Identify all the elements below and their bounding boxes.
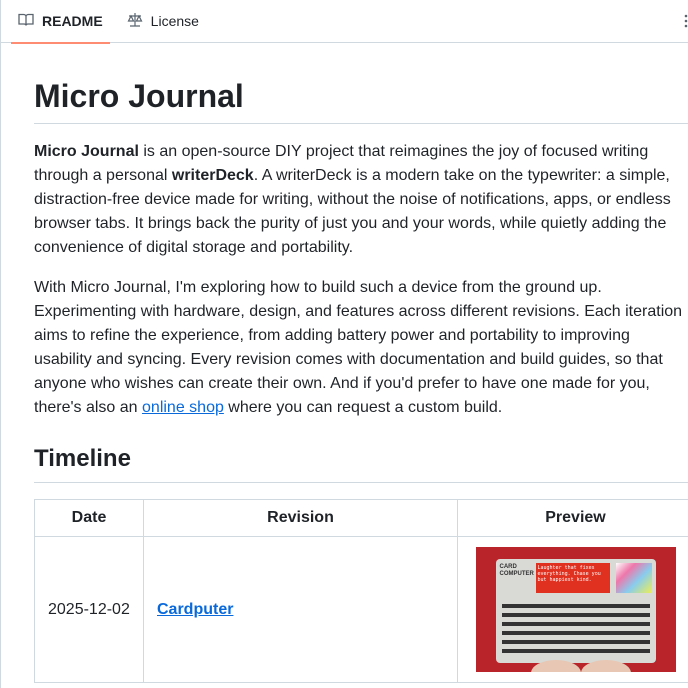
tab-readme[interactable] [11,0,110,43]
page-title: Micro Journal [34,77,688,124]
column-header: Date [35,500,144,537]
table-row [35,537,688,683]
date-cell: 2025-12-02 [35,537,144,683]
column-header: Revision [144,500,458,537]
timeline-heading: Timeline [34,444,688,483]
device-label: CARD COMPUTER [499,564,534,578]
column-header: Preview [458,500,688,537]
tab-bar [1,0,688,43]
timeline-table [34,499,688,683]
tab-label: README [42,13,103,29]
device-screen: Laughter that fixes everything. Chase you but happiest kind. [536,563,610,593]
description-paragraph: With Micro Journal, I'm exploring how to build such a device from the ground up. Experimenting with hardware, design, and features across different revisions. Each iteration aims to refine the experience, from adding battery power and portability to improving usability and syncing. Every revision comes with documentation and build guides, so that anyone who wishes can create their own. And if you'd prefer to have one made for you, there's also an online shop where you can request a custom build. [34,279,683,417]
preview-cell [458,537,688,683]
chip [616,563,652,593]
scale-icon [127,12,143,31]
keyboard [502,599,650,657]
tab-label: License [150,13,199,29]
more-options-icon[interactable] [684,14,688,28]
intro-paragraph: Micro Journal is an open-source DIY project that reimagines the joy of focused writing through a personal writerDeck. A writerDeck is a modern take on the typewriter: a simple, distraction-free device made for writing, without the noise of notifications, apps, or endless browser tabs. It brings back the purity of just you and your words, while quietly adding the convenience of digital storage and portability. [34,143,671,257]
device [496,559,656,663]
table-header-row [35,500,688,537]
online-shop-link[interactable]: online shop [142,399,224,417]
tab-license[interactable] [120,0,206,43]
cardputer-preview-image[interactable] [476,547,676,672]
revision-cell [144,537,458,683]
revision-link[interactable]: Cardputer [157,600,234,618]
book-icon [18,12,34,31]
